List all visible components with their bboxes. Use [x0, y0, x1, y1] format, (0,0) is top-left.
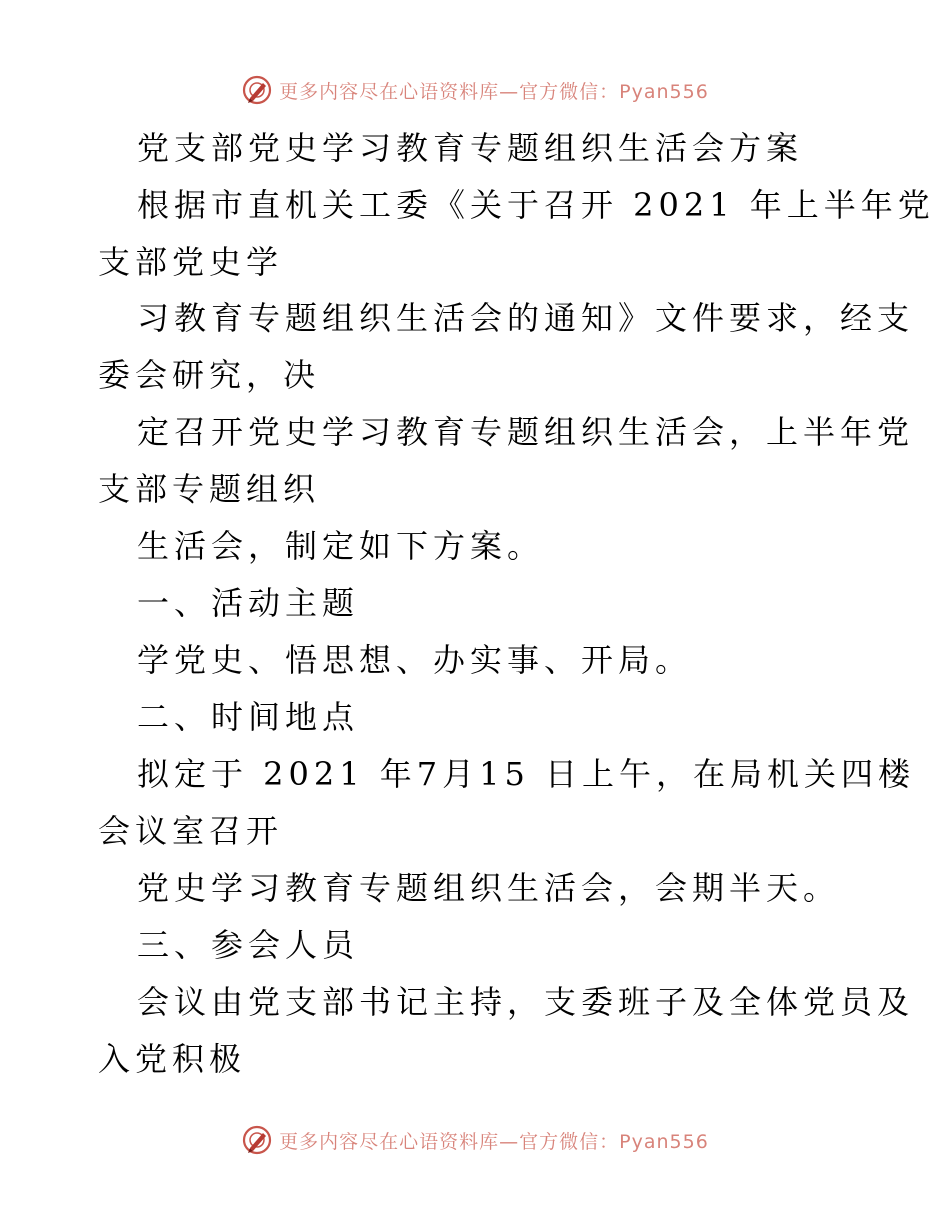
paragraph-line: 生活会，制定如下方案。: [137, 527, 545, 565]
paragraph-line: 支部党史学: [98, 243, 284, 281]
watermark-text: 更多内容尽在心语资料库—官方微信：Pyan556: [279, 80, 709, 103]
paragraph-line: 支部专题组织: [98, 470, 321, 508]
section-heading: 二、时间地点: [137, 698, 360, 736]
paragraph-line: 会议室召开: [98, 812, 284, 850]
paragraph-line: 入党积极: [98, 1040, 247, 1078]
pen-logo-icon: [241, 1124, 273, 1156]
paragraph-line: 根据市直机关工委《关于召开 2021 年上半年党: [137, 186, 935, 224]
pen-logo-icon: [241, 74, 273, 106]
paragraph-line: 习教育专题组织生活会的通知》文件要求，经支: [137, 299, 915, 337]
paragraph-line: 学党史、悟思想、办实事、开局。: [137, 641, 693, 679]
section-heading: 一、活动主题: [137, 584, 360, 622]
paragraph-line: 定召开党史学习教育专题组织生活会，上半年党: [137, 413, 915, 451]
paragraph-line: 拟定于 2021 年7月15 日上午，在局机关四楼: [137, 755, 916, 793]
footer-watermark: [0, 1120, 950, 1160]
paragraph-line: 党史学习教育专题组织生活会，会期半天。: [137, 869, 841, 907]
section-heading: 三、参会人员: [137, 926, 360, 964]
header-watermark: [0, 70, 950, 110]
paragraph-line: 委会研究，决: [98, 356, 321, 394]
document-title: 党支部党史学习教育专题组织生活会方案: [137, 129, 804, 167]
watermark-text: 更多内容尽在心语资料库—官方微信：Pyan556: [279, 1130, 709, 1153]
paragraph-line: 会议由党支部书记主持，支委班子及全体党员及: [137, 983, 915, 1021]
